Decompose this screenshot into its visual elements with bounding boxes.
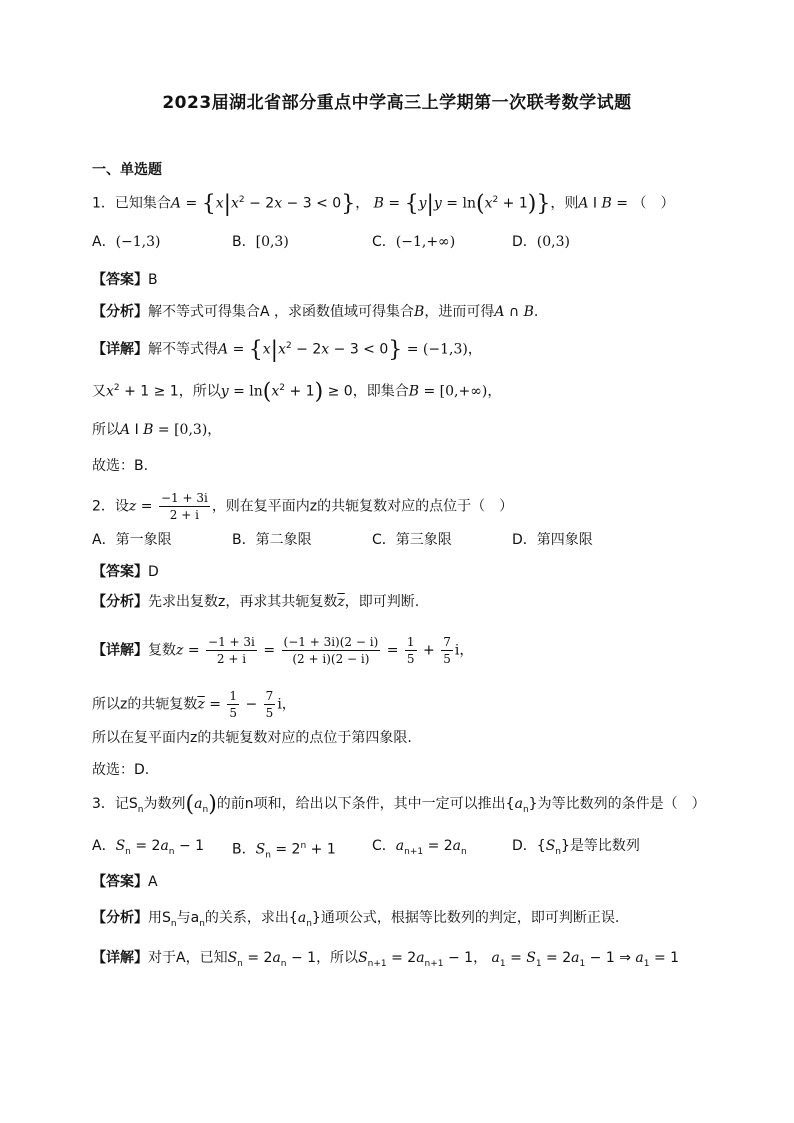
q3-option-a: A．$S_n = 2a_n - 1$ xyxy=(92,838,205,857)
q2-conclusion: 故选：D. xyxy=(92,762,150,778)
q3-option-b: B．$S_n = 2^n + 1$ xyxy=(232,841,336,861)
page-title: 2023届湖北省部分重点中学高三上学期第一次联考数学试题 xyxy=(162,93,632,113)
q2-analysis: 【分析】先求出复数z，再求其共轭复数$\overline{z}$，即可判断. xyxy=(92,594,420,610)
q3-option-d: D．$\{S_n\}$是等比数列 xyxy=(512,838,640,857)
q1-detail-line3: 所以A I B = [0,3)， xyxy=(92,422,222,438)
q1-conclusion: 故选：B. xyxy=(92,458,149,474)
q1-stem: 1．已知集合$A = \{x|x^2 - 2x - 3 < 0\}$， $B = \{y|y = \ln(x^2 + 1)\}$，则A I B = （ ） xyxy=(92,191,675,217)
q2-option-a: A．第一象限 xyxy=(92,532,172,548)
q1-option-a: A．(−1,3) xyxy=(92,234,161,250)
q3-detail: 【详解】对于A，已知$S_n = 2a_n - 1$，所以$S_{n+1} = 2a_{n+1} - 1$， $a_1 = S_1 = 2a_1 - 1$ ⇒ $a_1 = 1$ xyxy=(92,950,680,969)
q2-option-d: D．第四象限 xyxy=(512,532,593,548)
q3-stem: 3．记$S_n$为数列$(a_n)$的前n项和，给出以下条件，其中一定可以推出$\{a_n\}$为等比数列的条件是（ ） xyxy=(92,792,706,817)
q1-answer: 【答案】B xyxy=(92,272,158,288)
q2-option-c: C．第三象限 xyxy=(372,532,452,548)
q1-detail: 【详解】解不等式得$A = \{x|x^2 - 2x - 3 < 0\} = (-1,3)$， xyxy=(92,337,482,363)
q3-analysis: 【分析】用$S_n$与$a_n$的关系，求出$\{a_n\}$通项公式，根据等比数列的判定，即可判断正误. xyxy=(92,910,620,929)
section-heading: 一、单选题 xyxy=(92,162,162,178)
q2-quadrant: 所以在复平面内z的共轭复数对应的点位于第四象限. xyxy=(92,730,412,746)
q2-detail: 【详解】复数z = $\frac{-1 + 3i}{2 + i}$ = $\frac{(-1 + 3i)(2 - i)}{(2 + i)(2 - i)}$ = $\frac{1}{5}$ + $\frac{7}{5}$ i， xyxy=(92,635,474,666)
q1-analysis: 【分析】解不等式可得集合A ，求函数值域可得集合B，进而可得A ∩ B. xyxy=(92,304,539,320)
q2-stem: 2．设z = $\frac{-1 + 3i}{2 + i}$ ，则在复平面内z的共轭复数对应的点位于（ ） xyxy=(92,491,514,522)
q2-option-b: B．第二象限 xyxy=(232,532,312,548)
q3-option-c: C．$a_{n+1} = 2a_n$ xyxy=(372,838,467,857)
q2-conjugate: 所以z的共轭复数$\overline{z}$ = $\frac{1}{5}$ − $\frac{7}{5}$ i， xyxy=(92,689,296,720)
q2-answer: 【答案】D xyxy=(92,564,159,580)
q3-answer: 【答案】A xyxy=(92,874,158,890)
q1-option-d: D．(0,3) xyxy=(512,234,570,250)
q1-option-c: C．(−1,+∞) xyxy=(372,234,456,250)
q1-option-b: B．[0,3) xyxy=(232,234,289,250)
q1-detail-line2: 又$x^2 + 1 \ge 1$，所以$y = \ln(x^2 + 1) \ge 0$，即集合B = [0,+∞)， xyxy=(92,379,502,405)
